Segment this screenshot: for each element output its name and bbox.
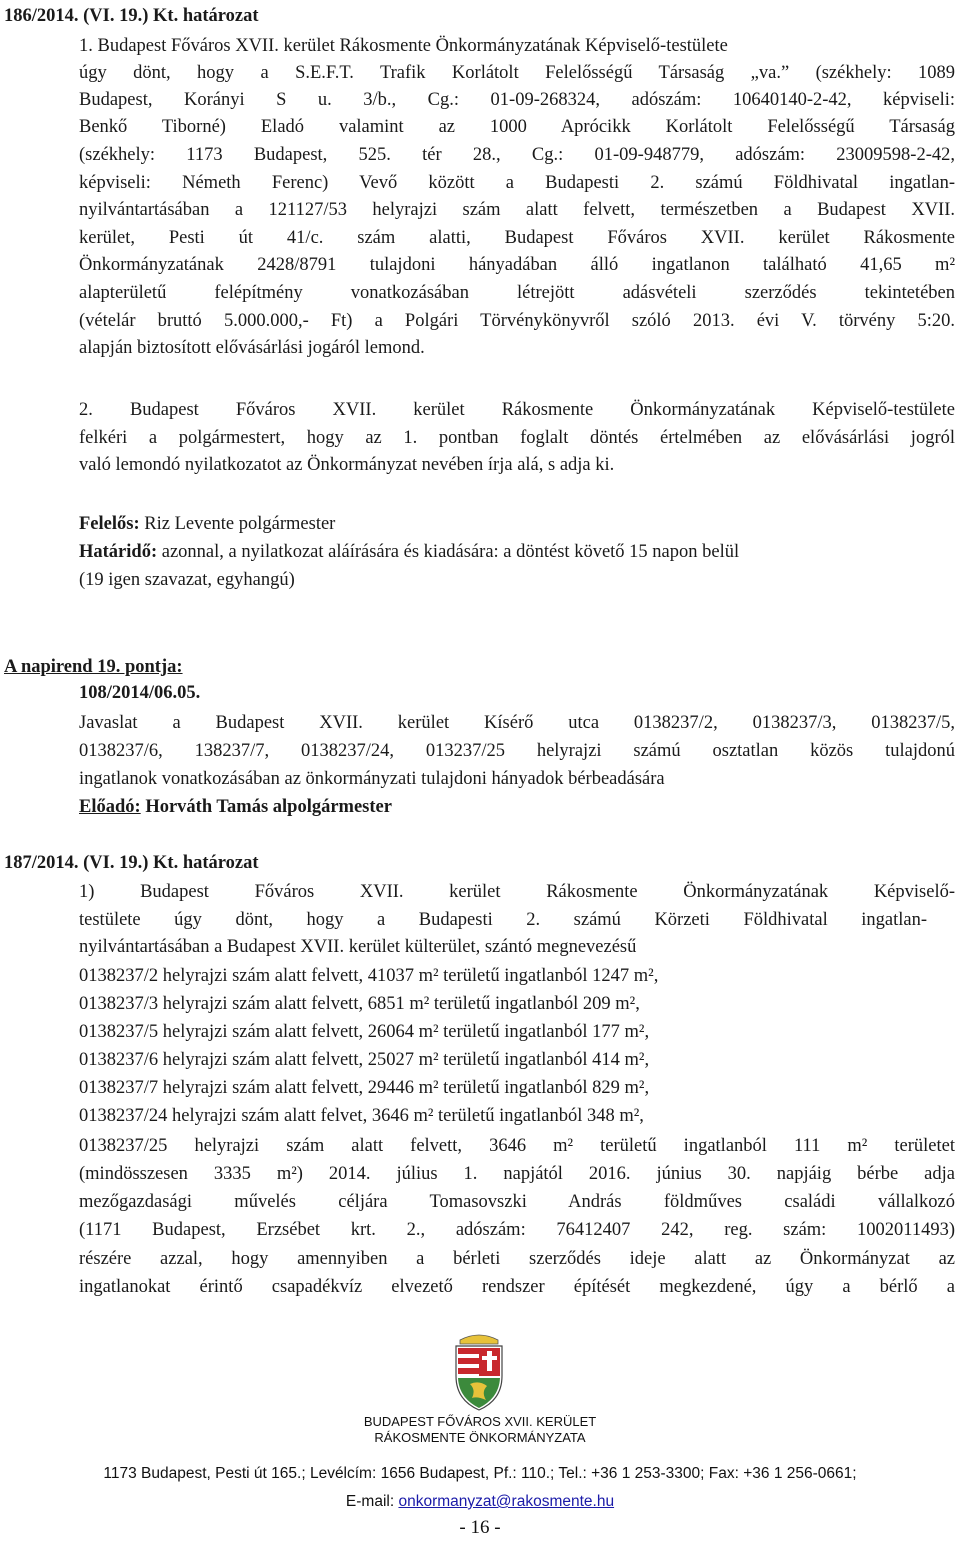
resolution-187-line: 0138237/25 helyrajzi szám alatt felvett, 3646 m² területű ingatlanból 111 m² területet — [79, 1136, 955, 1156]
org-name-line2: RÁKOSMENTE ÖNKORMÁNYZATA — [374, 1430, 586, 1445]
vote-result: (19 igen szavazat, egyhangú) — [79, 570, 295, 590]
resolution-187-line: 0138237/24 helyrajzi szám alatt felvet, 3646 m² területű ingatlanból 348 m², — [79, 1106, 644, 1126]
resolution-186-point2-line: 2. Budapest Főváros XVII. kerület Rákosmente Önkormányzatának Képviselő-testülete — [79, 400, 955, 420]
agenda-line: Javaslat a Budapest XVII. kerület Kísérő utca 0138237/2, 0138237/3, 0138237/5, — [79, 713, 955, 733]
resolution-187-line: testülete úgy dönt, hogy a Budapesti 2. számú Körzeti Földhivatal ingatlan- — [79, 910, 927, 930]
resolution-186-point2-line: való lemondó nyilatkozatot az Önkormányzat nevében írja alá, s adja ki. — [79, 455, 615, 475]
resolution-186-line: úgy dönt, hogy a S.E.F.T. Trafik Korlátolt Felelősségű Társaság „va.” (székhely: 1089 — [79, 63, 955, 83]
resolution-187-line: ingatlanokat érintő csapadékvíz elvezető rendszer építését megkezdené, úgy a bérlő a — [79, 1277, 955, 1297]
agenda-line: ingatlanok vonatkozásában az önkormányzati tulajdoni hányadok bérbeadására — [79, 769, 665, 789]
resolution-187-line: (mindösszesen 3335 m²) 2014. július 1. napjától 2016. június 30. napjáig bérbe adja — [79, 1164, 955, 1184]
resolution-186-line: (székhely: 1173 Budapest, 525. tér 28., Cg.: 01-09-948779, adószám: 23009598-2-42, — [79, 145, 955, 165]
resolution-187-line: (1171 Budapest, Erzsébet krt. 2., adószám: 76412407 242, reg. szám: 1002011493) — [79, 1220, 955, 1240]
resolution-186-heading: 186/2014. (VI. 19.) Kt. határozat — [4, 6, 259, 26]
resolution-186-line: Benkő Tiborné) Eladó valamint az 1000 Aprócikk Korlátolt Felelősségű Társaság — [79, 117, 955, 137]
responsible-label: Felelős: — [79, 514, 140, 534]
page-number: - 16 - — [459, 1517, 501, 1538]
resolution-187-line: 0138237/7 helyrajzi szám alatt felvett, 29446 m² területű ingatlanból 829 m², — [79, 1078, 650, 1098]
resolution-187-line: 0138237/3 helyrajzi szám alatt felvett, 6851 m² területű ingatlanból 209 m², — [79, 994, 640, 1014]
resolution-186-line: nyilvántartásában a 121127/53 helyrajzi szám alatt felvett, természetben a Budapest XVII. — [79, 200, 955, 220]
resolution-186-line: Budapest, Korányi S u. 3/b., Cg.: 01-09-268324, adószám: 10640140-2-42, képviseli: — [79, 90, 955, 110]
resolution-187-line: 0138237/6 helyrajzi szám alatt felvett, 25027 m² területű ingatlanból 414 m², — [79, 1050, 650, 1070]
resolution-187-line: 0138237/5 helyrajzi szám alatt felvett, 26064 m² területű ingatlanból 177 m², — [79, 1022, 650, 1042]
resolution-186-line: alapterületű felépítmény vonatkozásában létrejött adásvételi szerződés tekintetében — [79, 283, 955, 303]
resolution-187-line: nyilvántartásában a Budapest XVII. kerület külterület, szántó megnevezésű — [79, 937, 637, 957]
coat-of-arms-icon — [450, 1332, 508, 1412]
deadline-value: azonnal, a nyilatkozat aláírására és kiadására: a döntést követő 15 napon belül — [157, 542, 740, 562]
presenter-value: Horváth Tamás alpolgármester — [140, 797, 392, 817]
responsible-value: Riz Levente polgármester — [139, 514, 336, 534]
org-name-line1: BUDAPEST FŐVÁROS XVII. KERÜLET — [363, 1414, 597, 1429]
resolution-186-point2-line: felkéri a polgármestert, hogy az 1. pontban foglalt döntés értelmében az elővásárlási jogról — [79, 428, 955, 448]
resolution-187-line: mezőgazdasági művelés céljára Tomasovszki András földműves családi vállalkozó — [79, 1192, 955, 1212]
agenda-line: 0138237/6, 138237/7, 0138237/24, 013237/25 helyrajzi számú osztatlan közös tulajdonú — [79, 741, 955, 761]
resolution-186-line: Önkormányzatának 2428/8791 tulajdoni hányadában álló ingatlanon található 41,65 m² — [79, 255, 955, 275]
resolution-187-heading: 187/2014. (VI. 19.) Kt. határozat — [4, 853, 259, 873]
resolution-186-line: 1. Budapest Főváros XVII. kerület Rákosmente Önkormányzatának Képviselő-testülete — [79, 36, 728, 56]
resolution-187-line: 1) Budapest Főváros XVII. kerület Rákosmente Önkormányzatának Képviselő- — [79, 882, 955, 902]
resolution-186-line: alapján biztosított elővásárlási jogáról lemond. — [79, 338, 425, 358]
resolution-186-line: kerület, Pesti út 41/c. szám alatti, Budapest Főváros XVII. kerület Rákosmente — [79, 228, 955, 248]
resolution-186-line: (vételár bruttó 5.000.000,- Ft) a Polgári Törvénykönyvről szóló 2013. évi V. törvény 5:20. — [79, 311, 955, 331]
agenda-label: A napirend 19. pontja: — [4, 657, 183, 677]
email-link[interactable]: onkormanyzat@rakosmente.hu — [398, 1493, 615, 1510]
resolution-186-line: képviseli: Németh Ferenc) Vevő között a Budapesti 2. számú Földhivatal ingatlan- — [79, 173, 955, 193]
deadline-label: Határidő: — [79, 542, 158, 562]
resolution-187-line: 0138237/2 helyrajzi szám alatt felvett, 41037 m² területű ingatlanból 1247 m², — [79, 966, 659, 986]
resolution-187-line: részére azzal, hogy amennyiben a bérleti szerződés ideje alatt az Önkormányzat az — [79, 1249, 955, 1269]
deadline-row — [79, 540, 739, 564]
presenter-row — [79, 795, 392, 819]
footer-address: 1173 Budapest, Pesti út 165.; Levélcím: 1656 Budapest, Pf.: 110.; Tel.: +36 1 253-3300; Fax: +36 1 256-0661; — [103, 1465, 857, 1482]
presenter-label: Előadó: — [79, 797, 141, 817]
email-label: E-mail: — [345, 1493, 399, 1510]
agenda-number: 108/2014/06.05. — [79, 683, 201, 703]
footer-email-row — [200, 1492, 760, 1512]
responsible-row — [79, 512, 335, 536]
